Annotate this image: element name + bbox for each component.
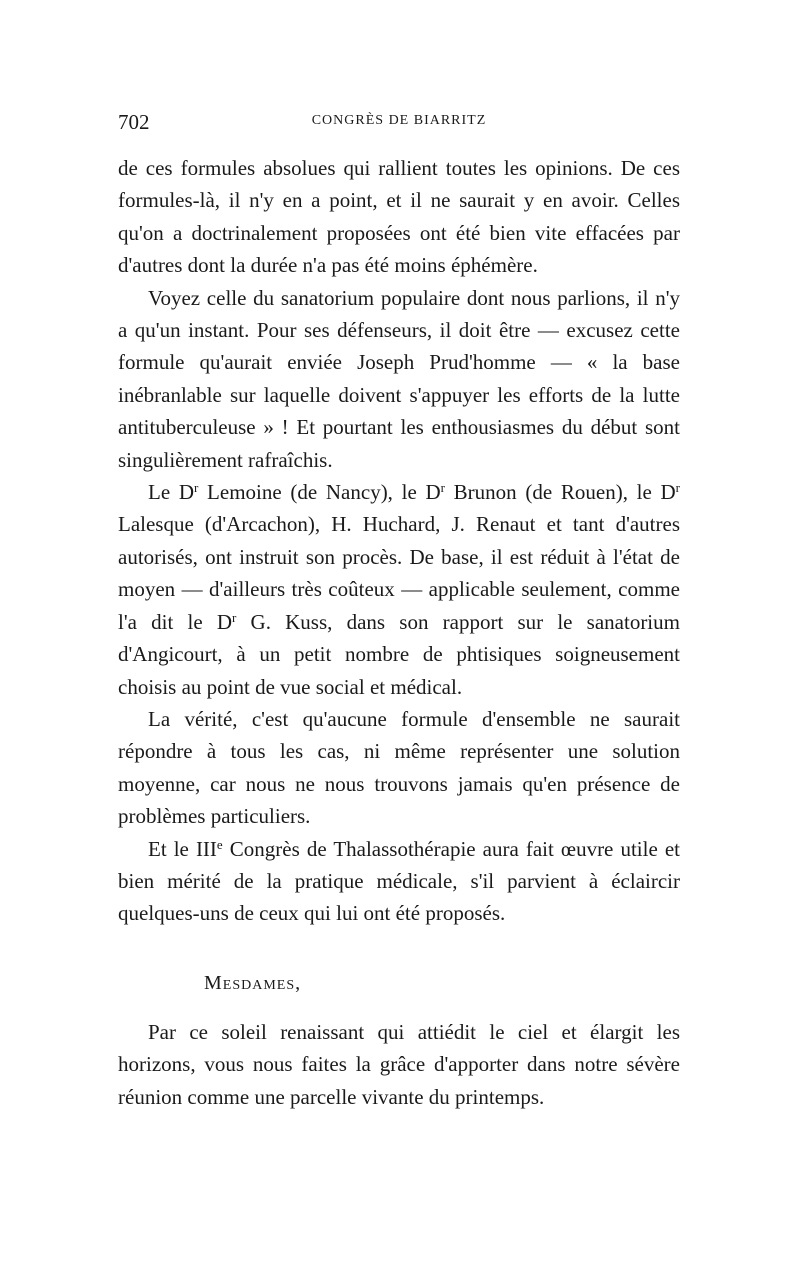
paragraph-congres: [118, 833, 680, 930]
superscript: r: [194, 480, 199, 496]
page-number: 702: [118, 110, 150, 134]
paragraph-printemps: Par ce soleil renaissant qui attiédit le ciel et élargit les horizons, vous nous faites la grâce d'apporter dans notre sévère réunion comme une parcelle vivante du printemps.: [118, 1019, 680, 1109]
superscript: r: [232, 609, 237, 625]
paragraph-sanatorium: Voyez celle du sanatorium populaire dont nous parlions, il n'y a qu'un instant. Pour ses défenseurs, il doit être — excusez cette formule qu'aurait enviée Joseph Prud'homme — « la base inébranlable sur laquelle doivent s'appuyer les efforts de la lutte antituberculeuse » ! Et pourtant les enthousiasmes du début sont singulièrement rafraîchis.: [118, 285, 680, 472]
paragraph-verite: La vérité, c'est qu'aucune formule d'ensemble ne saurait répondre à tous les cas, ni même représenter une solution moyenne, car nous ne nous trouvons jamais qu'en présence de problèmes particuliers.: [118, 706, 680, 829]
superscript: r: [440, 480, 445, 496]
paragraph-continued: de ces formules absolues qui rallient toutes les opinions. De ces formules-là, il n'y en a point, et il ne saurait y en avoir. Celles qu'on a doctrinalement proposées ont été bien vite effacées par d'autres dont la durée n'a pas été moins éphémère.: [118, 156, 680, 278]
running-title: CONGRÈS DE BIARRITZ: [311, 113, 487, 128]
text-run: Congrès de Thalassothérapie aura fait œuvre utile et bien mérité de la pratique médicale, s'il parvient à éclaircir quelques-uns de ceux qui lui ont été proposés.: [118, 836, 680, 926]
superscript: e: [216, 836, 223, 852]
text-run: G. Kuss, dans son rapport sur le sanatorium d'Angicourt, à un petit nombre de phtisiques soigneusement choisis au point de vue social et médical.: [118, 609, 680, 699]
text-run: Lemoine (de Nancy), le D: [198, 480, 441, 505]
book-page: [118, 110, 680, 1113]
text-run: Et le III: [148, 836, 217, 861]
text-run: Le D: [148, 480, 195, 505]
text-run: Lalesque (d'Arcachon), H. Huchard, J. Renaut et tant d'autres autorisés, ont instruit son procès. De base, il est réduit à l'état de moyen — d'ailleurs très coûteux — applicable seulement, comme l'a dit le D: [118, 512, 680, 634]
paragraph-doctors: [118, 476, 680, 703]
superscript: r: [675, 480, 680, 496]
running-head: [118, 110, 680, 140]
body-text: [118, 152, 680, 1113]
text-run: Brunon (de Rouen), le D: [444, 480, 676, 505]
salutation: Mesdames,: [204, 971, 302, 994]
